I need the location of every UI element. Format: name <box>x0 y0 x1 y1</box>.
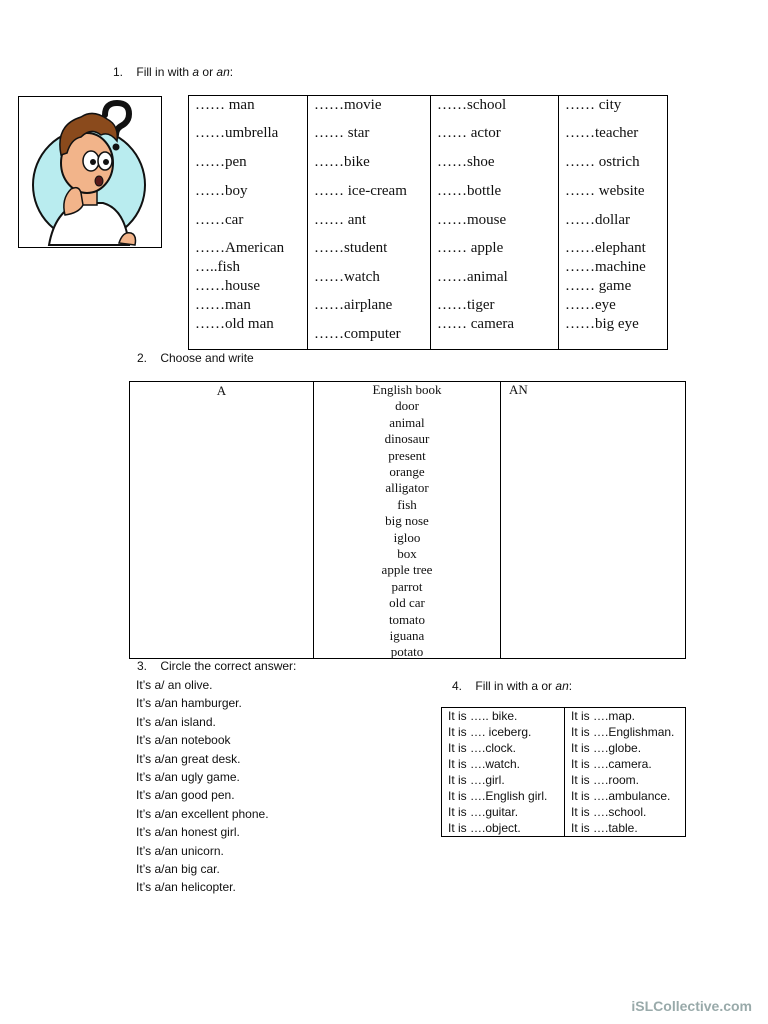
exercise-4-item: It is ….girl. <box>448 773 505 787</box>
exercise-3-item: It’s a/an unicorn. <box>136 843 224 858</box>
exercise-1-item: ……bike <box>314 154 370 170</box>
exercise-1-item: ……tiger <box>437 297 495 313</box>
exercise-3-item: It’s a/an island. <box>136 714 216 729</box>
exercise-4-heading <box>452 679 572 693</box>
exercise-2-word-list <box>314 382 501 658</box>
exercise-1-item: ……car <box>195 212 244 228</box>
watermark: iSLCollective.com <box>631 998 752 1014</box>
exercise-1-item: ……teacher <box>565 125 639 141</box>
exercise-1-item: …… ant <box>314 212 367 228</box>
exercise-1-item: ……man <box>195 297 251 313</box>
column-an-header: AN <box>509 382 528 397</box>
exercise-4-item: It is ….camera. <box>571 757 652 771</box>
word-list-item: fish <box>397 496 417 512</box>
exercise-1-item: ……student <box>314 240 388 256</box>
word-list-item: iguana <box>389 628 425 643</box>
exercise-1-item: …… man <box>195 97 255 113</box>
word-list-item: old car <box>389 595 425 611</box>
exercise-1-item: ……eye <box>565 297 616 313</box>
exercise-1-item: ……watch <box>314 269 380 285</box>
exercise-1-item: …… website <box>565 183 645 199</box>
exercise-2-column-a <box>130 382 314 658</box>
exercise-1-item: …… actor <box>437 125 501 141</box>
exercise-2-column-an <box>501 382 685 658</box>
exercise-4-item: It is ….object. <box>448 821 521 835</box>
exercise-3-item: It’s a/ an olive. <box>136 678 213 692</box>
exercise-1-or: or <box>199 65 217 79</box>
exercise-3-heading: 3. Circle the correct answer: <box>137 659 297 673</box>
exercise-1-item: ……elephant <box>565 240 646 256</box>
exercise-3-item: It’s a/an honest girl. <box>136 825 240 840</box>
exercise-1-item: ……American <box>195 240 285 256</box>
exercise-1-a: a <box>192 65 200 79</box>
word-list-item: box <box>397 546 417 561</box>
exercise-1-item: ……house <box>195 278 260 294</box>
exercise-3-item: It’s a/an notebook <box>136 733 231 748</box>
exercise-4-number: 4. <box>452 679 463 693</box>
exercise-1-an: an <box>216 65 230 79</box>
exercise-1-item: …… game <box>565 278 632 294</box>
exercise-4-item: It is ….map. <box>571 709 636 723</box>
exercise-4-item: It is ….clock. <box>448 741 517 755</box>
exercise-4-right-column <box>565 708 685 836</box>
exercise-3-item: It’s a/an big car. <box>136 862 220 876</box>
exercise-3-item: It’s a/an ugly game. <box>136 770 240 784</box>
exercise-1-item: ……big eye <box>565 316 639 332</box>
exercise-1-item: ……pen <box>195 154 247 170</box>
exercise-3-item: It’s a/an helicopter. <box>136 880 236 895</box>
exercise-1-item: …..fish <box>195 259 240 275</box>
exercise-4-item: It is ….guitar. <box>448 805 519 819</box>
exercise-4-colon: : <box>568 679 573 693</box>
exercise-4-item: It is ….English girl. <box>448 789 548 803</box>
exercise-4-left-column <box>442 708 565 836</box>
word-list-item: orange <box>389 464 425 479</box>
exercise-1-column-1 <box>189 96 310 349</box>
exercise-1-number: 1. <box>113 65 124 79</box>
exercise-1-item: ……dollar <box>565 212 630 228</box>
exercise-4-an: an <box>555 679 569 693</box>
exercise-1-item: ……old man <box>195 316 274 332</box>
word-list-item: tomato <box>388 611 426 627</box>
exercise-1-column-2 <box>307 96 431 349</box>
word-list-item: dinosaur <box>384 431 430 447</box>
exercise-1-column-4 <box>558 96 667 349</box>
exercise-1-item: ……boy <box>195 183 248 199</box>
exercise-4-item: It is ….table. <box>571 821 638 835</box>
word-list-item: alligator <box>385 480 429 496</box>
word-list-item: present <box>388 447 426 463</box>
exercise-1-heading <box>113 65 233 79</box>
word-list-item: apple tree <box>381 562 433 578</box>
exercise-4-table <box>441 707 686 837</box>
column-a-header: A <box>216 383 227 398</box>
word-list-item: animal <box>389 414 425 430</box>
exercise-3-item: It’s a/an great desk. <box>136 751 241 766</box>
word-list-item: potato <box>390 644 424 660</box>
exercise-1-item: ……movie <box>314 97 382 113</box>
exercise-1-instruction: Fill in with <box>136 65 193 79</box>
exercise-4-item: It is ….. bike. <box>448 709 518 723</box>
exercise-1-item: …… ostrich <box>565 154 640 170</box>
exercise-1-item: …… ice-cream <box>314 183 407 199</box>
exercise-1-item: ……mouse <box>437 212 507 228</box>
exercise-3-item: It’s a/an excellent phone. <box>136 806 269 821</box>
word-list-item: big nose <box>385 513 429 529</box>
exercise-1-item: ……bottle <box>437 183 502 199</box>
exercise-4-item: It is …. iceberg. <box>448 725 532 739</box>
thinking-boy-illustration <box>18 96 162 248</box>
exercise-3-item: It’s a/an hamburger. <box>136 696 242 711</box>
exercise-4-item: It is ….ambulance. <box>571 789 671 803</box>
exercise-1-item: ……computer <box>314 326 401 342</box>
exercise-1-colon: : <box>229 65 234 79</box>
exercise-2-table <box>129 381 686 659</box>
exercise-1-item: ……shoe <box>437 154 495 170</box>
exercise-1-item: ……airplane <box>314 297 393 313</box>
exercise-4-item: It is ….room. <box>571 773 640 787</box>
exercise-1-item: …… city <box>565 97 622 113</box>
exercise-1-item: ……umbrella <box>195 125 279 141</box>
exercise-4-item: It is ….globe. <box>571 741 642 755</box>
exercise-4-instruction: Fill in with a or <box>475 679 556 693</box>
exercise-1-item: ……animal <box>437 269 508 285</box>
exercise-1-item: …… star <box>314 125 370 141</box>
exercise-4-item: It is ….school. <box>571 805 647 819</box>
exercise-1-item: …… camera <box>437 316 515 332</box>
exercise-2-heading: 2. Choose and write <box>137 351 254 365</box>
exercise-1-item: ……machine <box>565 259 646 275</box>
thinking-boy-icon <box>19 97 161 247</box>
exercise-1-item: …… apple <box>437 240 504 256</box>
exercise-4-item: It is ….watch. <box>448 757 521 771</box>
exercise-1-table <box>188 95 668 350</box>
word-list-item: door <box>395 398 419 414</box>
exercise-1-column-3 <box>430 96 559 349</box>
exercise-4-item: It is ….Englishman. <box>571 725 675 739</box>
word-list-item: parrot <box>391 578 423 594</box>
word-list-item: igloo <box>393 529 421 545</box>
exercise-1-item: ……school <box>437 97 507 113</box>
exercise-3-item: It’s a/an good pen. <box>136 788 235 803</box>
word-list-item: English book <box>372 382 442 397</box>
